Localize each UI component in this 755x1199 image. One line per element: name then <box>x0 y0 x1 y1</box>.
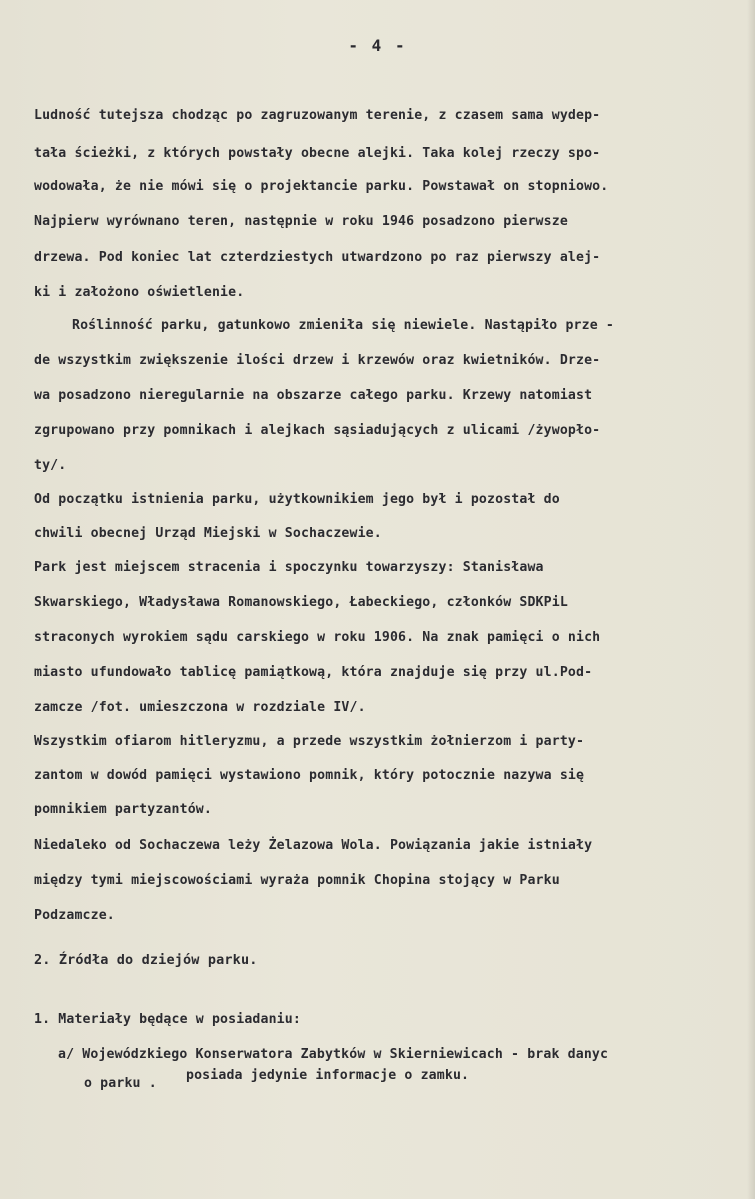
section-heading: 2. Źródła do dziejów parku. <box>34 952 258 968</box>
text-line: Ludność tutejsza chodząc po zagruzowanym terenie, z czasem sama wydep- <box>34 108 601 123</box>
text-line: Od początku istnienia parku, użytkownikiem jego był i pozostał do <box>34 492 560 507</box>
text-line: Podzamcze. <box>34 908 115 923</box>
subsection-heading: 1. Materiały będące w posiadaniu: <box>34 1012 301 1027</box>
text-line: zantom w dowód pamięci wystawiono pomnik, który potocznie nazywa się <box>34 768 585 783</box>
text-line: zgrupowano przy pomnikach i alejkach sąsiadujących z ulicami /żywopło- <box>34 423 601 438</box>
text-line: ty/. <box>34 458 67 473</box>
text-line: drzewa. Pod koniec lat czterdziestych utwardzono po raz pierwszy alej- <box>34 250 601 265</box>
text-line: straconych wyrokiem sądu carskiego w roku 1906. Na znak pamięci o nich <box>34 630 601 645</box>
text-line: Roślinność parku, gatunkowo zmieniła się niewiele. Nastąpiło prze - <box>72 318 614 333</box>
text-line: tała ścieżki, z których powstały obecne alejki. Taka kolej rzeczy spo- <box>34 146 601 161</box>
text-line: wa posadzono nieregularnie na obszarze całego parku. Krzewy natomiast <box>34 388 593 403</box>
list-item-line: a/ Wojewódzkiego Konserwatora Zabytków w Skierniewicach - brak danyc <box>58 1047 609 1062</box>
text-line: Wszystkim ofiarom hitleryzmu, a przede wszystkim żołnierzom i party- <box>34 734 585 749</box>
list-item-line: o parku . <box>84 1076 157 1091</box>
page-number: - 4 - <box>348 36 407 55</box>
paper-edge-shadow <box>747 0 755 1199</box>
text-line: de wszystkim zwiększenie ilości drzew i krzewów oraz kwietników. Drze- <box>34 353 601 368</box>
text-line: miasto ufundowało tablicę pamiątkową, która znajduje się przy ul.Pod- <box>34 665 593 680</box>
text-line: Skwarskiego, Władysława Romanowskiego, Łabeckiego, członków SDKPiL <box>34 595 568 610</box>
text-line: Niedaleko od Sochaczewa leży Żelazowa Wola. Powiązania jakie istniały <box>34 838 593 853</box>
text-line: chwili obecnej Urząd Miejski w Sochaczewie. <box>34 526 382 541</box>
text-line: zamcze /fot. umieszczona w rozdziale IV/. <box>34 700 366 715</box>
text-line: pomnikiem partyzantów. <box>34 802 212 817</box>
text-line: między tymi miejscowościami wyraża pomnik Chopina stojący w Parku <box>34 873 560 888</box>
text-line: wodowała, że nie mówi się o projektancie parku. Powstawał on stopniowo. <box>34 179 609 194</box>
text-line: ki i założono oświetlenie. <box>34 285 245 300</box>
text-line: Najpierw wyrównano teren, następnie w roku 1946 posadzono pierwsze <box>34 214 568 229</box>
text-line: Park jest miejscem stracenia i spoczynku towarzyszy: Stanisława <box>34 560 544 575</box>
list-item-line: posiada jedynie informacje o zamku. <box>186 1068 470 1083</box>
